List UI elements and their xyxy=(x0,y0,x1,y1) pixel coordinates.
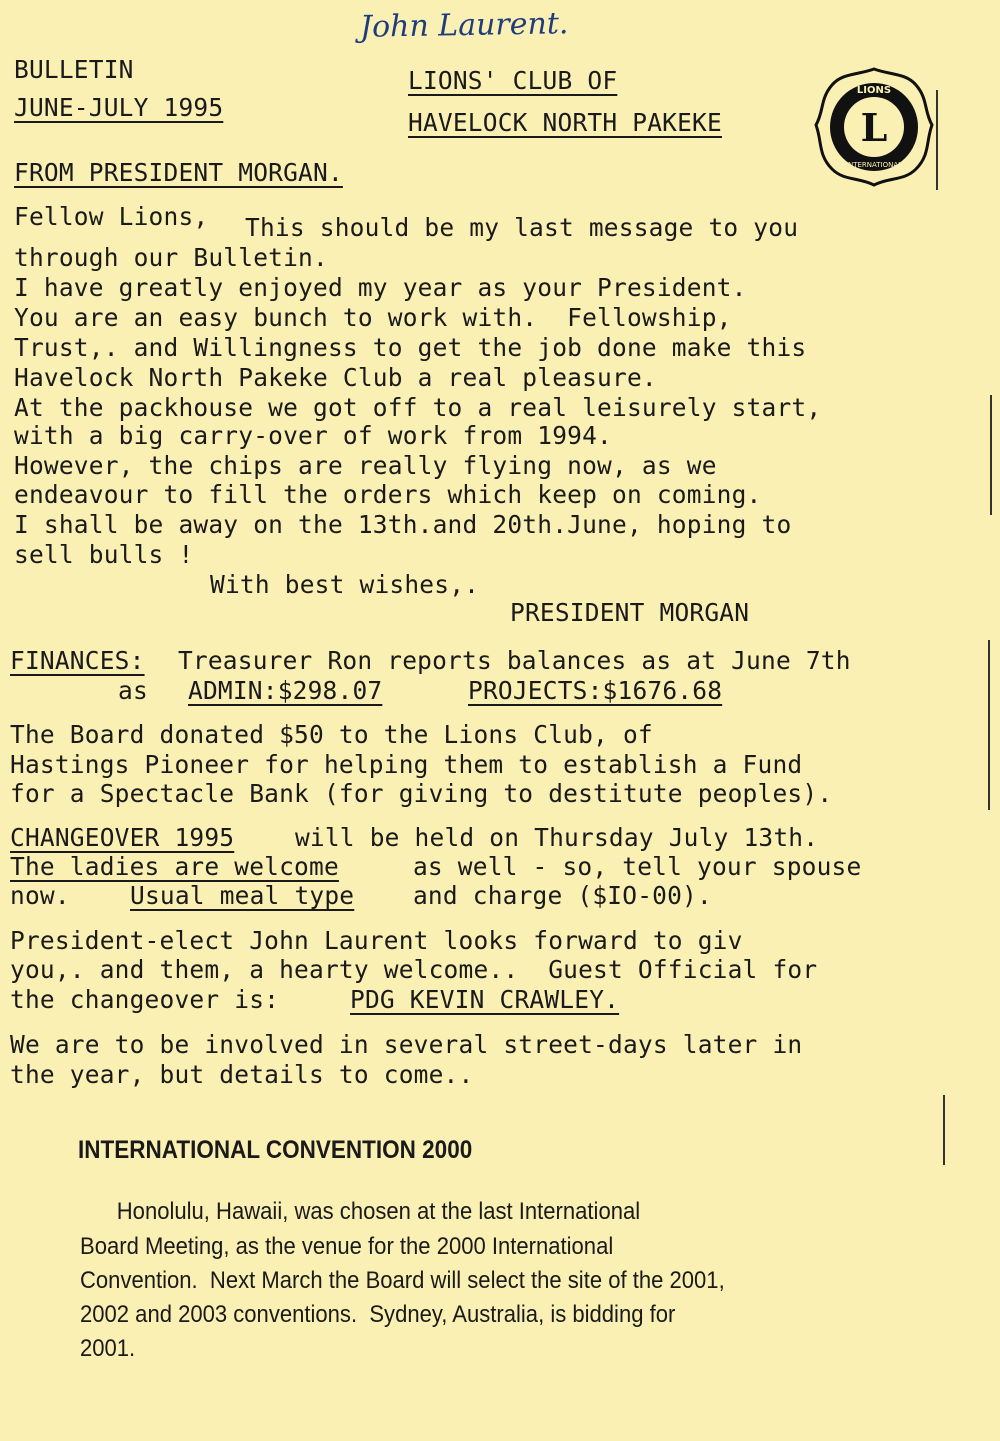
margin-rule xyxy=(990,395,992,515)
bulletin-date: JUNE-JULY 1995 xyxy=(14,93,224,122)
president-elect-line: President-elect John Laurent looks forward to giv xyxy=(10,926,743,955)
bulletin-label: BULLETIN xyxy=(14,55,134,84)
president-line: You are an easy bunch to work with. Fellowship, xyxy=(14,303,732,332)
finances-admin-balance: ADMIN:$298.07 xyxy=(188,676,383,705)
president-line: I have greatly enjoyed my year as your President. xyxy=(14,273,747,302)
guest-official-name: PDG KEVIN CRAWLEY. xyxy=(350,985,620,1014)
club-name-line2: HAVELOCK NORTH PAKEKE xyxy=(408,108,722,137)
finances-as: as xyxy=(118,676,148,705)
finances-line1: Treasurer Ron reports balances as at June 7th xyxy=(163,646,851,675)
convention-line: 2002 and 2003 conventions. Sydney, Australia, is bidding for xyxy=(80,1301,676,1328)
president-line: This should be my last message to you xyxy=(245,213,799,242)
president-line: Havelock North Pakeke Club a real pleasure. xyxy=(14,363,657,392)
lions-emblem-icon xyxy=(812,65,936,189)
changeover-label: CHANGEOVER 1995 xyxy=(10,823,235,852)
convention-line: 2001. xyxy=(80,1335,136,1362)
svg-text:INTERNATIONAL: INTERNATIONAL xyxy=(845,161,903,169)
president-greeting: Fellow Lions, xyxy=(14,202,209,231)
changeover-line1: will be held on Thursday July 13th. xyxy=(280,823,819,852)
convention-line: Honolulu, Hawaii, was chosen at the last International xyxy=(80,1198,641,1225)
president-line: with a big carry-over of work from 1994. xyxy=(14,421,613,450)
street-days-line: the year, but details to come.. xyxy=(10,1060,474,1089)
president-heading: FROM PRESIDENT MORGAN. xyxy=(14,158,343,187)
margin-rule xyxy=(943,1095,945,1165)
president-signoff: PRESIDENT MORGAN xyxy=(510,598,750,627)
president-elect-line: you,. and them, a hearty welcome.. Guest Official for xyxy=(10,955,818,984)
president-elect-line: the changeover is: xyxy=(10,985,295,1014)
president-line: I shall be away on the 13th.and 20th.June, hoping to xyxy=(14,510,792,539)
president-line: endeavour to fill the orders which keep on coming. xyxy=(14,480,762,509)
changeover-meal: Usual meal type xyxy=(130,881,355,910)
street-days-line: We are to be involved in several street-days later in xyxy=(10,1030,803,1059)
changeover-ladies: The ladies are welcome xyxy=(10,852,339,881)
margin-rule xyxy=(988,640,990,810)
president-line: However, the chips are really flying now, as we xyxy=(14,451,717,480)
president-line: sell bulls ! xyxy=(14,540,194,569)
changeover-charge: and charge ($IO-00). xyxy=(398,881,712,910)
club-name-line1: LIONS' CLUB OF xyxy=(408,66,618,95)
president-line: At the packhouse we got off to a real leisurely start, xyxy=(14,393,822,422)
changeover-now: now. xyxy=(10,881,100,910)
convention-heading: INTERNATIONAL CONVENTION 2000 xyxy=(78,1136,473,1164)
convention-line: Convention. Next March the Board will select the site of the 2001, xyxy=(80,1267,725,1294)
svg-text:L: L xyxy=(860,105,888,150)
svg-text:LIONS: LIONS xyxy=(856,85,892,96)
changeover-line2: as well - so, tell your spouse xyxy=(398,852,862,881)
donation-line: for a Spectacle Bank (for giving to destitute peoples). xyxy=(10,779,833,808)
finances-projects-balance: PROJECTS:$1676.68 xyxy=(468,676,723,705)
president-line: through our Bulletin. xyxy=(14,243,328,272)
convention-line: Board Meeting, as the venue for the 2000 International xyxy=(80,1233,614,1260)
handwritten-signature: John Laurent. xyxy=(359,6,569,45)
donation-line: The Board donated $50 to the Lions Club, of xyxy=(10,720,653,749)
donation-line: Hastings Pioneer for helping them to establish a Fund xyxy=(10,750,803,779)
margin-rule xyxy=(936,90,938,190)
president-line: Trust,. and Willingness to get the job done make this xyxy=(14,333,807,362)
finances-label: FINANCES: xyxy=(10,646,145,675)
president-closing: With best wishes,. xyxy=(210,570,480,599)
